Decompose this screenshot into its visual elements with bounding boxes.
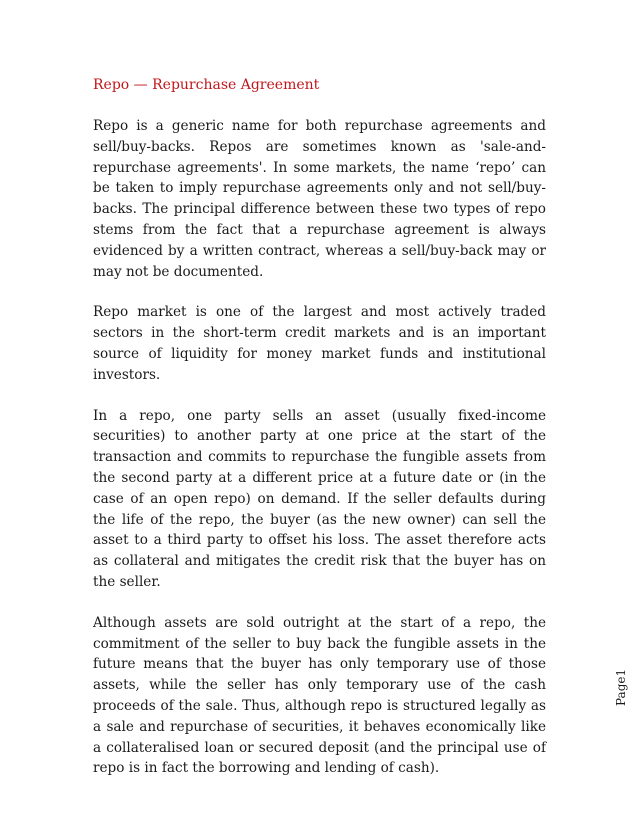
paragraph: Repo is a generic name for both repurchase agreements and sell/buy-backs. Repos are sometimes known as 'sale-and-repurchase agreements'. In some markets, the name ‘repo’ can be taken to imply repurchase agreements only and not sell/buy-backs. The principal difference between these two types of repo stems from the fact that a repurchase agreement is always evidenced by a written contract, whereas a sell/buy-back may or may not be documented. (93, 118, 546, 280)
paragraph: Although assets are sold outright at the start of a repo, the commitment of the seller to buy back the fungible assets in the future means that the buyer has only temporary use of those assets, while the seller has only temporary use of the cash proceeds of the sale. Thus, although repo is structured legally as a sale and repurchase of securities, it behaves economically like a collateralised loan or secured deposit (and the principal use of repo is in fact the borrowing and lending of cash). (93, 614, 546, 777)
paragraph: In a repo, one party sells an asset (usually fixed-income securities) to another party at one price at the start of the transaction and commits to repurchase the fungible assets from the second party at a different price at a future date or (in the case of an open repo) on demand. If the seller defaults during the life of the repo, the buyer (as the new owner) can sell the asset to a third party to offset his loss. The asset therefore acts as collateral and mitigates the credit risk that the buyer has on the seller. (93, 407, 546, 590)
document-title: Repo — Repurchase Agreement (93, 77, 320, 93)
document-body (93, 75, 546, 799)
paragraph: Repo market is one of the largest and most actively traded sectors in the short-term credit markets and is an important source of liquidity for money market funds and institutional investors. (93, 304, 546, 383)
page-number: Page1 (614, 668, 628, 706)
